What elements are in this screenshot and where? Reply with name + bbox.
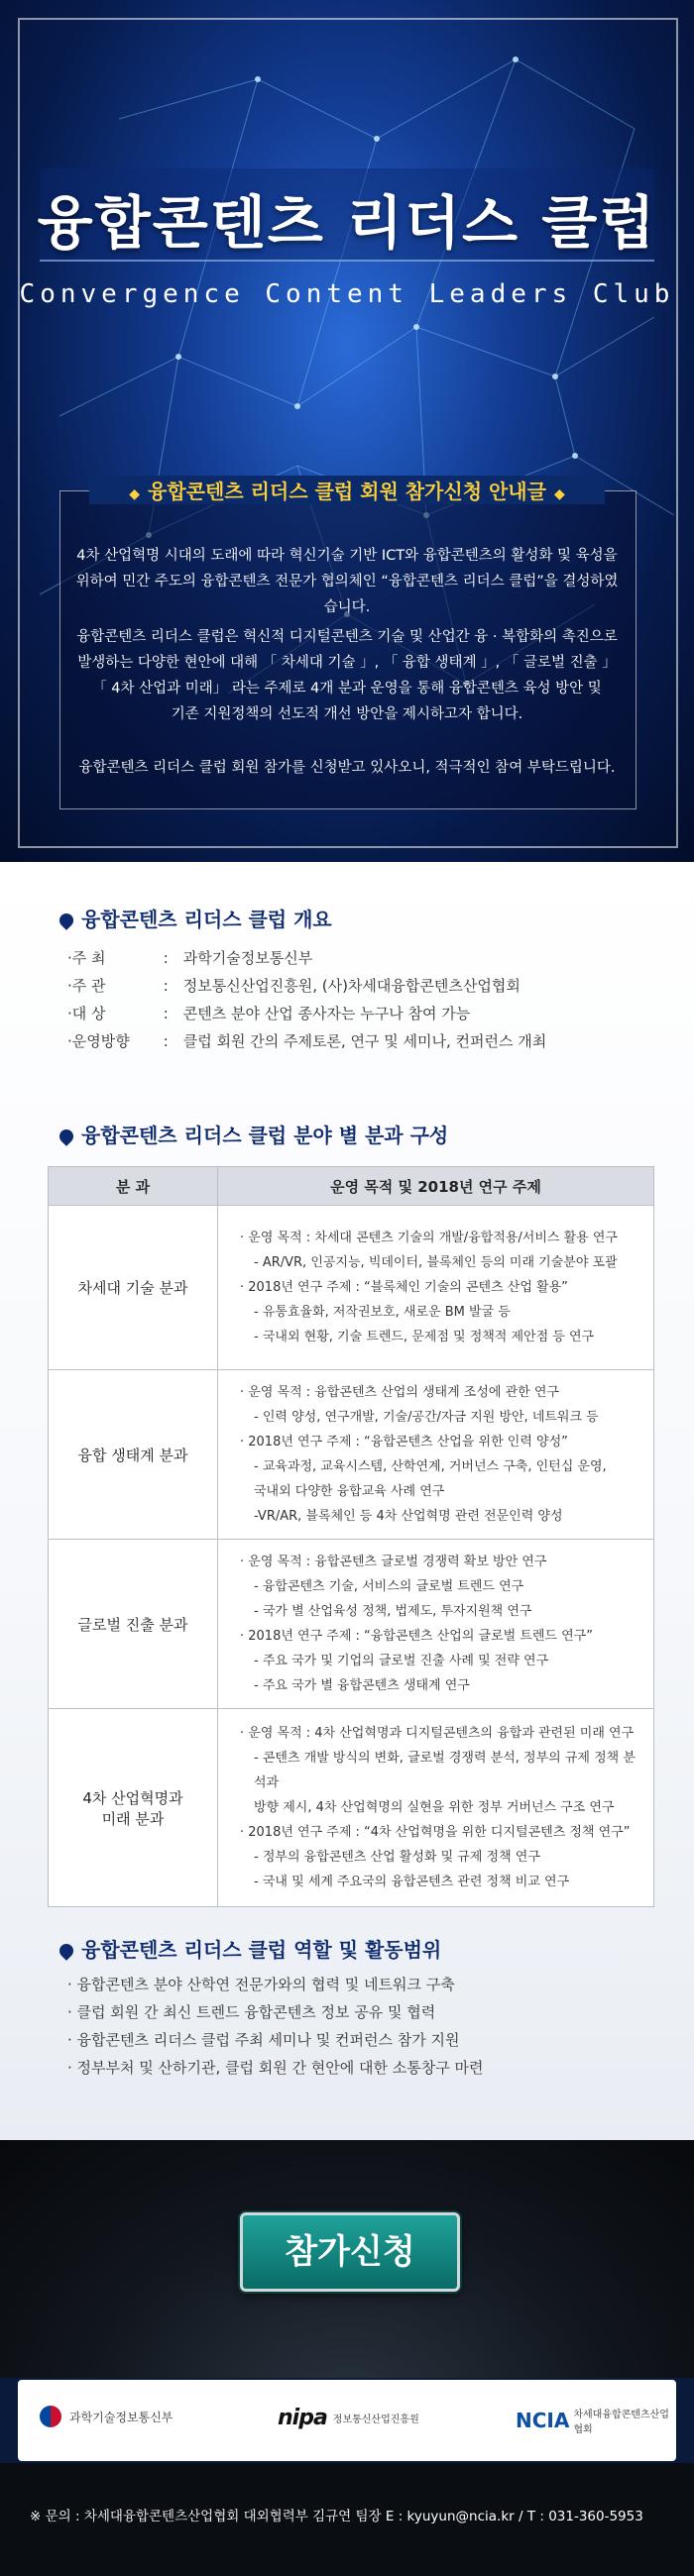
table-row — [49, 1540, 654, 1709]
subcommittee-desc — [218, 1540, 654, 1709]
section-bullet-icon — [57, 911, 76, 930]
role-item: · 융합콘텐츠 리더스 클럽 주최 세미나 및 컨퍼런스 참가 지원 — [67, 2031, 460, 2049]
desc-line: - 융합콘텐츠 기술, 서비스의 글로벌 트렌드 연구 — [254, 1579, 524, 1594]
notice-paragraph-2 — [69, 624, 625, 727]
overview-label: 주 관 — [71, 977, 106, 995]
table-header-name: 분 과 — [49, 1167, 218, 1206]
apply-button[interactable]: 참가신청 — [240, 2212, 460, 2292]
role-text: 융합콘텐츠 분야 산학연 전문가와의 협력 및 네트워크 구축 — [76, 1976, 455, 1993]
desc-line: - 교육과정, 교육시스템, 산학연계, 거버넌스 구축, 인턴십 운영, — [254, 1459, 607, 1474]
overview-row: ·대 상 : 콘텐츠 분야 산업 종사자는 누구나 참여 가능 — [67, 1005, 471, 1022]
role-text: 클럽 회원 간 최신 트렌드 융합콘텐츠 정보 공유 및 협력 — [76, 2003, 436, 2021]
section-bullet-icon — [57, 1127, 76, 1146]
ncia-logo-mark: NCIA — [516, 2409, 570, 2432]
desc-line: - 주요 국가 및 기업의 글로벌 진출 사례 및 전략 연구 — [254, 1654, 549, 1668]
logo-nipa-text: 정보통신산업진흥원 — [332, 2415, 419, 2425]
subcommittee-table — [48, 1166, 654, 1907]
overview-row: ·운영방향 : 클럽 회원 간의 주제토론, 연구 및 세미나, 컨퍼런스 개최 — [67, 1032, 547, 1050]
roles-title-text: 융합콘텐츠 리더스 클럽 역할 및 활동범위 — [81, 1938, 442, 1962]
contact-info: ※ 문의 : 차세대융합콘텐츠산업협회 대외협력부 김규연 팀장 E : kyuyun@ncia.kr / T : 031-360-5953 — [30, 2509, 643, 2524]
table-row — [49, 1370, 654, 1540]
overview-label: 운영방향 — [71, 1032, 130, 1050]
overview-title-text: 융합콘텐츠 리더스 클럽 개요 — [81, 908, 332, 931]
desc-line: - 국가 별 산업육성 정책, 법제도, 투자지원책 연구 — [254, 1604, 532, 1619]
role-text: 정부부처 및 산하기관, 클럽 회원 간 현안에 대한 소통창구 마련 — [76, 2059, 484, 2077]
section-bullet-icon — [57, 1941, 76, 1961]
desc-line: · 운영 목적 : 융합콘텐츠 글로벌 경쟁력 확보 방안 연구 — [240, 1550, 643, 1574]
overview-title — [59, 904, 332, 932]
desc-line: - AR/VR, 인공지능, 빅데이터, 블록체인 등의 미래 기술분야 포괄 — [254, 1255, 618, 1270]
diamond-icon: ◆ — [129, 486, 141, 502]
notice-line: 4차 산업혁명 시대의 도래에 따라 혁신기술 기반 ICT와 융합콘텐츠의 활성화 및 육성을 — [76, 548, 618, 564]
overview-value: 클럽 회원 간의 주제토론, 연구 및 세미나, 컨퍼런스 개최 — [182, 1032, 547, 1050]
subcommittee-name-line: 미래 분과 — [101, 1809, 165, 1828]
role-item: · 융합콘텐츠 분야 산학연 전문가와의 협력 및 네트워크 구축 — [67, 1976, 455, 1993]
overview-value: 콘텐츠 분야 산업 종사자는 누구나 참여 가능 — [182, 1005, 471, 1022]
logo-ncia — [516, 2406, 676, 2435]
desc-line: -VR/AR, 블록체인 등 4차 산업혁명 관련 전문인력 양성 — [254, 1509, 563, 1524]
overview-label: 대 상 — [71, 1005, 106, 1022]
notice-heading-text: 융합콘텐츠 리더스 클럽 회원 참가신청 안내글 — [148, 480, 546, 503]
notice-line: 발생하는 다양한 현안에 대해 「 차세대 기술 」, 「 융합 생태계 」, 「 글로벌 진출 」 — [77, 655, 617, 671]
roles-title — [59, 1934, 441, 1963]
desc-line: - 콘텐츠 개발 방식의 변화, 글로벌 경쟁력 분석, 정부의 규제 정책 분석과 — [254, 1751, 636, 1790]
subcommittee-title-text: 융합콘텐츠 리더스 클럽 분야 별 분과 구성 — [81, 1124, 449, 1147]
table-row — [49, 1206, 654, 1370]
desc-line: · 2018년 연구 주제 : “4차 산업혁명을 위한 디지털콘텐츠 정책 연구” — [240, 1820, 643, 1845]
desc-line: - 국내 및 세계 주요국의 융합콘텐츠 관련 정책 비교 연구 — [254, 1875, 570, 1889]
desc-line: - 주요 국가 별 융합콘텐츠 생태계 연구 — [254, 1678, 470, 1693]
desc-line: - 인력 양성, 연구개발, 기술/공간/자금 지원 방안, 네트워크 등 — [254, 1410, 599, 1425]
nipa-logo-mark: nipa — [278, 2406, 327, 2430]
table-header-desc: 운영 목적 및 2018년 연구 주제 — [218, 1167, 654, 1206]
overview-row: ·주 최 : 과학기술정보통신부 — [67, 949, 313, 967]
logo-msit-text: 과학기술정보통신부 — [69, 2410, 174, 2424]
role-item: · 정부부처 및 산하기관, 클럽 회원 간 현안에 대한 소통창구 마련 — [67, 2059, 484, 2077]
notice-paragraph-3: 융합콘텐츠 리더스 클럽 회원 참가를 신청받고 있사오니, 적극적인 참여 부탁드립니다. — [78, 760, 616, 776]
subcommittee-desc — [218, 1370, 654, 1540]
logo-msit — [40, 2406, 173, 2427]
page-subtitle: Convergence Content Leaders Club — [19, 279, 675, 309]
desc-line: 국내외 다양한 융합교육 사례 연구 — [254, 1484, 445, 1499]
notice-line: 융합콘텐츠 리더스 클럽은 혁신적 디지털콘텐츠 기술 및 산업간 융 · 복합화의 촉진으로 — [76, 629, 618, 645]
desc-line: · 2018년 연구 주제 : “블록체인 기술의 콘텐츠 산업 활용” — [240, 1275, 643, 1300]
government-emblem-icon — [40, 2406, 61, 2427]
overview-row: ·주 관 : 정보통신산업진흥원, (사)차세대융합콘텐츠산업협회 — [67, 977, 520, 995]
subcommittee-name-line: 4차 산업혁명과 — [82, 1788, 183, 1807]
footer-logos — [18, 2380, 676, 2461]
subcommittee-name: 차세대 기술 분과 — [49, 1206, 218, 1370]
notice-paragraph-1 — [69, 543, 625, 620]
subcommittee-desc — [218, 1709, 654, 1907]
table-row — [49, 1709, 654, 1907]
desc-line: - 유통효율화, 저작권보호, 새로운 BM 발굴 등 — [254, 1305, 511, 1320]
notice-line: 기존 지원정책의 선도적 개선 방안을 제시하고자 합니다. — [171, 706, 523, 722]
desc-line: · 운영 목적 : 융합콘텐츠 산업의 생태계 조성에 관한 연구 — [240, 1380, 643, 1405]
desc-line: - 국내외 현황, 기술 트렌드, 문제점 및 정책적 제안점 등 연구 — [254, 1330, 595, 1344]
diamond-icon: ◆ — [553, 486, 565, 502]
notice-line: 위하여 민간 주도의 융합콘텐츠 전문가 협의체인 “융합콘텐츠 리더스 클럽”을 결성하였습니다. — [75, 574, 619, 615]
desc-line: 방향 제시, 4차 산업혁명의 실현을 위한 정부 거버넌스 구조 연구 — [254, 1800, 615, 1815]
subcommittee-name: 글로벌 진출 분과 — [49, 1540, 218, 1709]
subcommittee-name: 융합 생태계 분과 — [49, 1370, 218, 1540]
subcommittee-title — [59, 1120, 448, 1148]
role-item: · 클럽 회원 간 최신 트렌드 융합콘텐츠 정보 공유 및 협력 — [67, 2003, 436, 2021]
desc-line: - 정부의 융합콘텐츠 산업 활성화 및 규제 정책 연구 — [254, 1850, 540, 1865]
logo-nipa — [278, 2406, 419, 2430]
subcommittee-desc — [218, 1206, 654, 1370]
page-title: 융합콘텐츠 리더스 클럽 — [37, 189, 657, 257]
subcommittee-name — [49, 1709, 218, 1907]
overview-value: 정보통신산업진흥원, (사)차세대융합콘텐츠산업협회 — [182, 977, 520, 995]
desc-line: · 2018년 연구 주제 : “융합콘텐츠 산업의 글로벌 트렌드 연구” — [240, 1624, 643, 1649]
role-text: 융합콘텐츠 리더스 클럽 주최 세미나 및 컨퍼런스 참가 지원 — [76, 2031, 460, 2049]
logo-ncia-text: 차세대융합콘텐츠산업협회 — [573, 2410, 669, 2435]
notice-heading — [89, 476, 605, 504]
overview-value: 과학기술정보통신부 — [182, 949, 313, 967]
overview-label: 주 최 — [71, 949, 106, 967]
desc-line: · 운영 목적 : 차세대 콘텐츠 기술의 개발/융합적용/서비스 활용 연구 — [240, 1226, 643, 1250]
table-header-row — [49, 1167, 654, 1206]
notice-line: 「 4차 산업과 미래」 라는 주제로 4개 분과 운영을 통해 융합콘텐츠 육성 방안 및 — [92, 681, 602, 697]
desc-line: · 2018년 연구 주제 : “융합콘텐츠 산업을 위한 인력 양성” — [240, 1430, 643, 1454]
desc-line: · 운영 목적 : 4차 산업혁명과 디지털콘텐츠의 융합과 관련된 미래 연구 — [240, 1721, 643, 1746]
